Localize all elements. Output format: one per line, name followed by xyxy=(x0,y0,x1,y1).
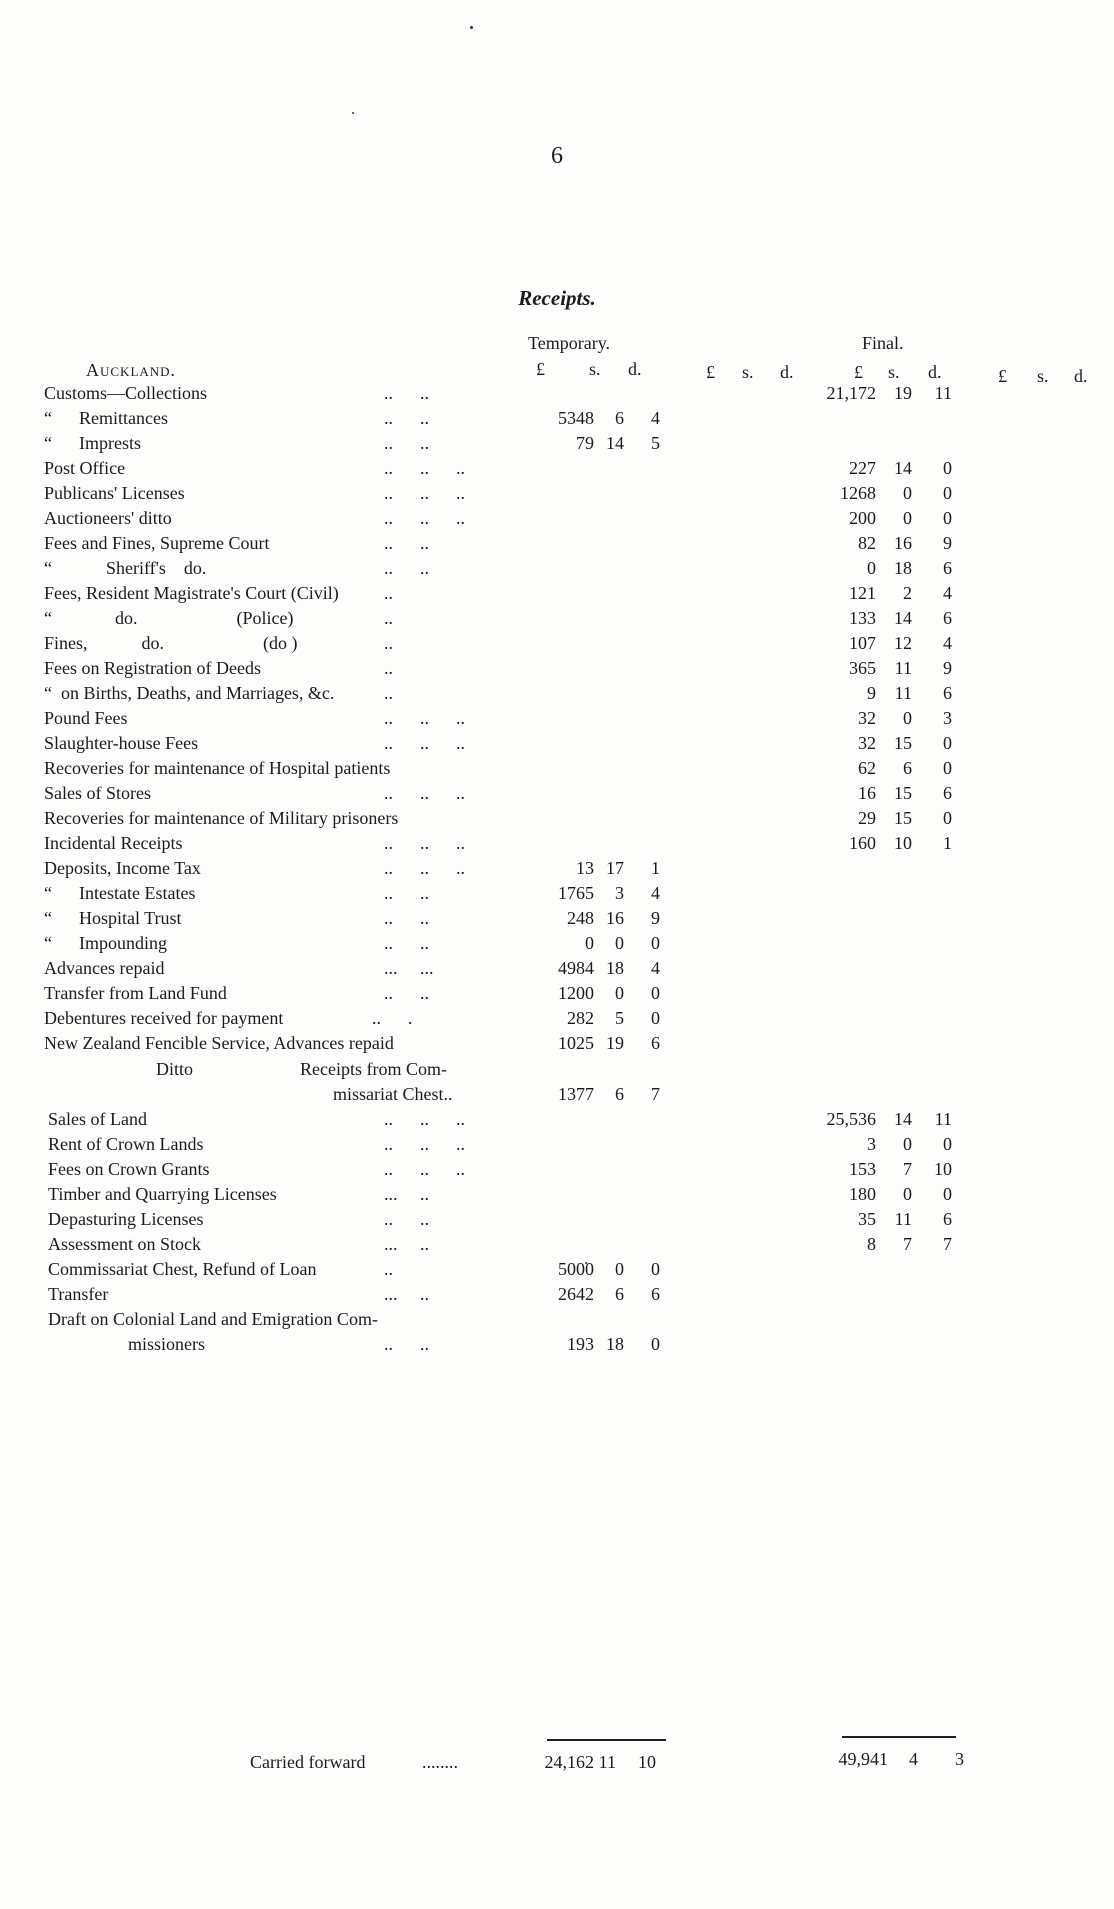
row-label: Debentures received for payment xyxy=(44,1008,284,1028)
table-row xyxy=(0,733,1114,758)
row-final-shillings: 15 xyxy=(894,808,912,828)
table-row xyxy=(0,458,1114,483)
table-row xyxy=(0,933,1114,958)
row-leader: .. xyxy=(384,683,393,703)
row-label: Sales of Stores xyxy=(44,783,151,803)
row-final-pounds: 35 xyxy=(858,1209,876,1229)
final-sub-pence-header: d. xyxy=(1074,366,1088,386)
row-final-pence: 10 xyxy=(934,1159,952,1179)
row-temp-pounds: 79 xyxy=(576,433,594,453)
row-temp-shillings: 19 xyxy=(606,1033,624,1053)
row-temp-pounds: 5000 xyxy=(558,1259,594,1279)
row-leader: .. xyxy=(384,633,393,653)
row-temp-shillings: 5 xyxy=(615,1008,624,1028)
row-final-pence: 11 xyxy=(934,383,952,403)
row-label-continuation-end: .. .. xyxy=(384,1334,429,1354)
row-final-pence: 6 xyxy=(943,1209,952,1229)
row-final-shillings: 2 xyxy=(903,583,912,603)
row-final-pounds: 365 xyxy=(849,658,876,678)
final-pence-header: d. xyxy=(928,362,942,382)
row-label: Slaughter-house Fees xyxy=(44,733,199,753)
table-row xyxy=(0,1109,1114,1134)
row-temp-shillings: 6 xyxy=(615,1084,624,1104)
row-leader: .. .. .. xyxy=(384,458,465,478)
table-row xyxy=(0,558,1114,583)
row-label: Draft on Colonial Land and Emigration Com- xyxy=(48,1309,378,1329)
row-label: “ Remittances xyxy=(44,408,168,428)
row-final-shillings: 11 xyxy=(894,683,912,703)
row-temp-pence: 0 xyxy=(651,1259,660,1279)
temporary-total-d: 10 xyxy=(638,1752,656,1772)
row-leader: .. .. .. xyxy=(384,733,465,753)
row-leader: ... .. xyxy=(384,1234,429,1254)
final-total-s: 4 xyxy=(909,1749,918,1769)
row-temp-shillings: 0 xyxy=(615,933,624,953)
row-label: “ do. (Police) xyxy=(44,608,294,628)
table-row xyxy=(0,1284,1114,1309)
row-final-shillings: 10 xyxy=(894,833,912,853)
row-final-pounds: 160 xyxy=(849,833,876,853)
row-leader: .. .. xyxy=(384,933,429,953)
row-temp-pence: 4 xyxy=(651,958,660,978)
row-final-pence: 0 xyxy=(943,508,952,528)
row-label: New Zealand Fencible Service, Advances repaid xyxy=(44,1033,394,1053)
row-label: “ Imprests xyxy=(44,433,141,453)
row-final-shillings: 7 xyxy=(903,1159,912,1179)
row-final-pence: 0 xyxy=(943,458,952,478)
row-temp-shillings: 18 xyxy=(606,1334,624,1354)
row-final-pence: 0 xyxy=(943,808,952,828)
row-leader: .. .. xyxy=(384,983,429,1003)
temp-sub-pence-header: d. xyxy=(780,362,794,382)
row-temp-shillings: 18 xyxy=(606,958,624,978)
row-final-shillings: 14 xyxy=(894,608,912,628)
row-final-shillings: 0 xyxy=(903,508,912,528)
speck xyxy=(470,26,473,29)
table-row xyxy=(0,408,1114,433)
final-shilling-header: s. xyxy=(888,362,900,382)
final-total-d: 3 xyxy=(955,1749,964,1769)
table-row xyxy=(0,908,1114,933)
row-label: “ Impounding xyxy=(44,933,167,953)
row-temp-pounds: 282 xyxy=(567,1008,594,1028)
row-temp-pence: 6 xyxy=(651,1033,660,1053)
row-leader: .. .. .. xyxy=(384,1109,465,1129)
row-leader: .. .. .. xyxy=(384,508,465,528)
row-leader: .. .. xyxy=(384,383,429,403)
row-final-pence: 0 xyxy=(943,483,952,503)
row-final-pence: 4 xyxy=(943,583,952,603)
row-temp-pounds: 0 xyxy=(585,933,594,953)
row-final-pounds: 180 xyxy=(849,1184,876,1204)
row-final-pounds: 29 xyxy=(858,808,876,828)
row-label: Customs—Collections xyxy=(44,383,208,403)
row-label-continuation: Receipts from Com- xyxy=(300,1059,447,1079)
row-temp-pounds: 2642 xyxy=(558,1284,594,1304)
table-row xyxy=(0,958,1114,983)
row-leader: .. xyxy=(384,583,393,603)
row-temp-shillings: 6 xyxy=(615,408,624,428)
temporary-header: Temporary. xyxy=(528,333,611,353)
row-leader: .. .. .. xyxy=(384,1159,465,1179)
row-label: Transfer xyxy=(48,1284,109,1304)
row-leader: .. .. xyxy=(384,408,429,428)
temporary-total-rule xyxy=(547,1739,666,1741)
row-final-pence: 6 xyxy=(943,608,952,628)
row-temp-pounds: 248 xyxy=(567,908,594,928)
row-label: Advances repaid xyxy=(44,958,165,978)
row-leader: ... ... xyxy=(384,958,434,978)
row-temp-pence: 4 xyxy=(651,883,660,903)
row-temp-pence: 6 xyxy=(651,1284,660,1304)
table-row xyxy=(0,483,1114,508)
final-sub-pound-header: £ xyxy=(998,366,1007,386)
row-leader: .. . xyxy=(372,1008,413,1028)
temp-sub-pound-header: £ xyxy=(706,362,715,382)
row-final-pence: 4 xyxy=(943,633,952,653)
table-row xyxy=(0,583,1114,608)
table-row xyxy=(0,533,1114,558)
temp-sub-shilling-header: s. xyxy=(742,362,754,382)
row-temp-shillings: 0 xyxy=(615,1259,624,1279)
row-label: Recoveries for maintenance of Military prisoners xyxy=(44,808,399,828)
row-leader: .. .. xyxy=(384,558,429,578)
row-final-pence: 6 xyxy=(943,558,952,578)
row-final-shillings: 11 xyxy=(894,658,912,678)
row-temp-pence: 9 xyxy=(651,908,660,928)
row-label: Recoveries for maintenance of Hospital patients xyxy=(44,758,391,778)
temp-pence-header: d. xyxy=(628,359,642,379)
table-row xyxy=(0,508,1114,533)
row-final-shillings: 0 xyxy=(903,483,912,503)
row-final-shillings: 18 xyxy=(894,558,912,578)
row-label: Fines, do. (do ) xyxy=(44,633,298,653)
table-row xyxy=(0,1309,1114,1354)
row-leader: .. xyxy=(384,658,393,678)
row-final-pounds: 0 xyxy=(867,558,876,578)
table-row xyxy=(0,1159,1114,1184)
row-label: “ Intestate Estates xyxy=(44,883,196,903)
row-temp-pence: 0 xyxy=(651,933,660,953)
row-leader: ... .. xyxy=(384,1184,429,1204)
row-leader: .. .. .. xyxy=(384,858,465,878)
row-temp-pence: 4 xyxy=(651,408,660,428)
table-row xyxy=(0,808,1114,833)
table-row xyxy=(0,658,1114,683)
row-final-pounds: 16 xyxy=(858,783,876,803)
row-leader: .. .. xyxy=(384,883,429,903)
page-title: Receipts. xyxy=(518,286,596,310)
row-label: Post Office xyxy=(44,458,126,478)
row-final-pence: 9 xyxy=(943,533,952,553)
row-final-shillings: 0 xyxy=(903,1134,912,1154)
row-final-pence: 0 xyxy=(943,758,952,778)
row-label: Fees, Resident Magistrate's Court (Civil) xyxy=(44,583,339,603)
row-temp-pounds: 13 xyxy=(576,858,594,878)
row-temp-pence: 5 xyxy=(651,433,660,453)
table-row xyxy=(0,883,1114,908)
row-final-pence: 11 xyxy=(934,1109,952,1129)
table-row xyxy=(0,1059,1114,1104)
row-temp-pounds: 193 xyxy=(567,1334,594,1354)
row-leader: .. .. .. xyxy=(384,708,465,728)
row-final-shillings: 19 xyxy=(894,383,912,403)
row-final-shillings: 15 xyxy=(894,733,912,753)
row-label: Pound Fees xyxy=(44,708,128,728)
row-final-shillings: 14 xyxy=(894,1109,912,1129)
row-final-shillings: 16 xyxy=(894,533,912,553)
row-temp-pence: 0 xyxy=(651,1334,660,1354)
row-final-pounds: 133 xyxy=(849,608,876,628)
table-row xyxy=(0,858,1114,883)
row-label: Sales of Land xyxy=(48,1109,147,1129)
table-row xyxy=(0,1134,1114,1159)
row-temp-shillings: 16 xyxy=(606,908,624,928)
row-final-pounds: 25,536 xyxy=(826,1109,876,1129)
row-temp-pounds: 4984 xyxy=(558,958,594,978)
row-final-shillings: 15 xyxy=(894,783,912,803)
row-label: Timber and Quarrying Licenses xyxy=(48,1184,277,1204)
row-leader: .. xyxy=(384,608,393,628)
row-temp-pence: 1 xyxy=(651,858,660,878)
row-final-pounds: 8 xyxy=(867,1234,876,1254)
row-final-pence: 6 xyxy=(943,783,952,803)
final-sub-shilling-header: s. xyxy=(1037,366,1049,386)
row-final-pounds: 9 xyxy=(867,683,876,703)
row-final-pounds: 32 xyxy=(858,708,876,728)
table-row xyxy=(0,633,1114,658)
row-label: Fees and Fines, Supreme Court xyxy=(44,533,270,553)
row-final-shillings: 12 xyxy=(894,633,912,653)
row-leader: ... .. xyxy=(384,1284,429,1304)
row-leader: .. .. .. xyxy=(384,483,465,503)
row-final-pounds: 62 xyxy=(858,758,876,778)
row-final-pence: 1 xyxy=(943,833,952,853)
carried-forward-leader: ........ xyxy=(422,1752,458,1772)
row-final-pounds: 21,172 xyxy=(826,383,876,403)
row-leader: .. .. xyxy=(384,908,429,928)
table-row xyxy=(0,433,1114,458)
row-label: Incidental Receipts xyxy=(44,833,183,853)
final-total-rule xyxy=(842,1736,956,1738)
final-pound-header: £ xyxy=(854,362,863,382)
row-leader: .. .. xyxy=(384,533,429,553)
row-final-pounds: 107 xyxy=(849,633,876,653)
temporary-total-s: 11 xyxy=(598,1752,616,1772)
row-temp-pounds: 1025 xyxy=(558,1033,594,1053)
row-final-pounds: 82 xyxy=(858,533,876,553)
table-row xyxy=(0,608,1114,633)
row-temp-pounds: 5348 xyxy=(558,408,594,428)
row-final-pounds: 153 xyxy=(849,1159,876,1179)
table-row xyxy=(0,983,1114,1008)
row-temp-shillings: 17 xyxy=(606,858,624,878)
section-heading: Auckland. xyxy=(86,360,177,380)
table-row xyxy=(0,833,1114,858)
row-label: Deposits, Income Tax xyxy=(44,858,201,878)
row-final-pence: 0 xyxy=(943,733,952,753)
row-temp-pounds: 1765 xyxy=(558,883,594,903)
row-final-pence: 0 xyxy=(943,1134,952,1154)
row-final-pence: 7 xyxy=(943,1234,952,1254)
speck xyxy=(352,112,354,114)
row-final-pounds: 3 xyxy=(867,1134,876,1154)
row-final-pounds: 227 xyxy=(849,458,876,478)
row-temp-pounds: 1377 xyxy=(558,1084,594,1104)
carried-forward-label: Carried forward xyxy=(250,1752,366,1772)
row-leader: .. .. .. xyxy=(384,833,465,853)
row-label-continuation: missioners xyxy=(128,1334,206,1354)
row-label: Commissariat Chest, Refund of Loan xyxy=(48,1259,317,1279)
row-label: Depasturing Licenses xyxy=(48,1209,204,1229)
row-final-shillings: 14 xyxy=(894,458,912,478)
row-temp-pounds: 1200 xyxy=(558,983,594,1003)
row-temp-shillings: 6 xyxy=(615,1284,624,1304)
table-row xyxy=(0,1184,1114,1209)
temporary-total: 24,162 xyxy=(544,1752,594,1772)
page-number: 6 xyxy=(551,143,563,169)
row-leader: .. .. xyxy=(384,1209,429,1229)
table-row xyxy=(0,1209,1114,1234)
table-row xyxy=(0,1033,1114,1058)
row-label: Assessment on Stock xyxy=(48,1234,201,1254)
row-temp-pence: 0 xyxy=(651,1008,660,1028)
row-label: Rent of Crown Lands xyxy=(48,1134,204,1154)
row-final-shillings: 0 xyxy=(903,708,912,728)
row-temp-shillings: 0 xyxy=(615,983,624,1003)
row-final-shillings: 7 xyxy=(903,1234,912,1254)
row-final-pence: 3 xyxy=(943,708,952,728)
row-final-shillings: 11 xyxy=(894,1209,912,1229)
row-label-continuation-end: missariat Chest.. xyxy=(333,1084,453,1104)
row-final-pounds: 200 xyxy=(849,508,876,528)
table-row xyxy=(0,1259,1114,1284)
final-header: Final. xyxy=(862,333,904,353)
table-row xyxy=(0,708,1114,733)
row-label: Transfer from Land Fund xyxy=(44,983,227,1003)
row-final-shillings: 6 xyxy=(903,758,912,778)
table-row xyxy=(0,758,1114,783)
row-label: “ Hospital Trust xyxy=(44,908,182,928)
row-final-pounds: 32 xyxy=(858,733,876,753)
row-temp-pence: 0 xyxy=(651,983,660,1003)
row-final-pence: 0 xyxy=(943,1184,952,1204)
row-final-pence: 6 xyxy=(943,683,952,703)
row-final-pence: 9 xyxy=(943,658,952,678)
row-final-pounds: 1268 xyxy=(840,483,876,503)
row-leader: .. .. .. xyxy=(384,783,465,803)
row-label: “ on Births, Deaths, and Marriages, &c. xyxy=(44,683,335,703)
row-leader: .. .. .. xyxy=(384,1134,465,1154)
table-row xyxy=(0,1234,1114,1259)
row-final-shillings: 0 xyxy=(903,1184,912,1204)
row-label: Fees on Registration of Deeds xyxy=(44,658,261,678)
row-leader: .. .. xyxy=(384,433,429,453)
table-row xyxy=(0,383,1114,408)
table-row xyxy=(0,683,1114,708)
row-label: Ditto xyxy=(156,1059,194,1079)
row-leader: .. xyxy=(384,1259,393,1279)
row-temp-shillings: 3 xyxy=(615,883,624,903)
row-label: “ Sheriff's do. xyxy=(44,558,207,578)
row-final-pounds: 121 xyxy=(849,583,876,603)
table-row xyxy=(0,783,1114,808)
row-temp-shillings: 14 xyxy=(606,433,624,453)
temp-shilling-header: s. xyxy=(589,359,601,379)
row-label: Publicans' Licenses xyxy=(44,483,185,503)
row-temp-pence: 7 xyxy=(651,1084,660,1104)
row-label: Auctioneers' ditto xyxy=(44,508,172,528)
row-label: Fees on Crown Grants xyxy=(48,1159,210,1179)
final-total: 49,941 xyxy=(838,1749,888,1769)
table-row xyxy=(0,1008,1114,1033)
temp-pound-header: £ xyxy=(536,359,545,379)
